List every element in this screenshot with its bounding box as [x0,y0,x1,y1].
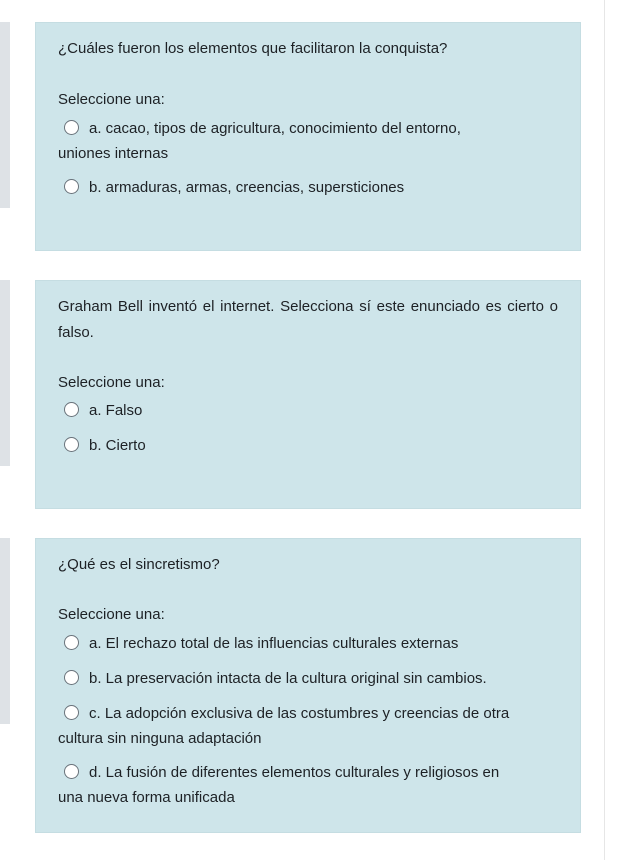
option-label: b. La preservación intacta de la cultura original sin cambios. [89,670,487,687]
radio-button[interactable] [64,120,79,135]
right-divider [604,0,605,860]
option-label: d. La fusión de diferentes elementos culturales y religiosos en [89,764,500,781]
select-prompt: Seleccione una: [58,91,165,108]
radio-button[interactable] [64,670,79,685]
select-prompt: Seleccione una: [58,606,165,623]
radio-button[interactable] [64,635,79,650]
question-nav-strip-3 [0,538,10,724]
radio-button[interactable] [64,764,79,779]
option-a[interactable] [64,631,560,656]
question-nav-strip-2 [0,280,10,466]
option-b[interactable] [64,433,560,458]
option-b[interactable] [64,666,560,691]
option-label-continued: una nueva forma unificada [58,789,235,806]
option-a[interactable] [64,398,560,423]
option-c[interactable] [64,701,560,726]
option-b[interactable] [64,175,560,200]
option-a-continuation[interactable] [58,141,560,166]
radio-button[interactable] [64,179,79,194]
option-label: b. Cierto [89,437,146,454]
question-card-2 [35,280,581,509]
question-text: ¿Qué es el sincretismo? [58,556,220,573]
select-prompt: Seleccione una: [58,374,165,391]
option-d[interactable] [64,760,560,785]
question-text: ¿Cuáles fueron los elementos que facilitaron la conquista? [58,40,448,57]
option-c-continuation[interactable] [58,726,560,751]
option-label: c. La adopción exclusiva de las costumbres y creencias de otra [89,705,510,722]
option-label-continued: cultura sin ninguna adaptación [58,730,262,747]
question-text: Graham Bell inventó el internet. Selecciona sí este enunciado es cierto o falso. [58,298,558,341]
radio-button[interactable] [64,437,79,452]
option-label: b. armaduras, armas, creencias, supersticiones [89,179,405,196]
question-card-1 [35,22,581,251]
option-label: a. El rechazo total de las influencias culturales externas [89,635,459,652]
question-card-3 [35,538,581,833]
radio-button[interactable] [64,705,79,720]
radio-button[interactable] [64,402,79,417]
option-a[interactable] [64,116,560,141]
option-label: a. cacao, tipos de agricultura, conocimiento del entorno, [89,120,461,137]
option-d-continuation[interactable] [58,785,560,810]
question-nav-strip-1 [0,22,10,208]
option-label: a. Falso [89,402,143,419]
option-label-continued: uniones internas [58,145,169,162]
